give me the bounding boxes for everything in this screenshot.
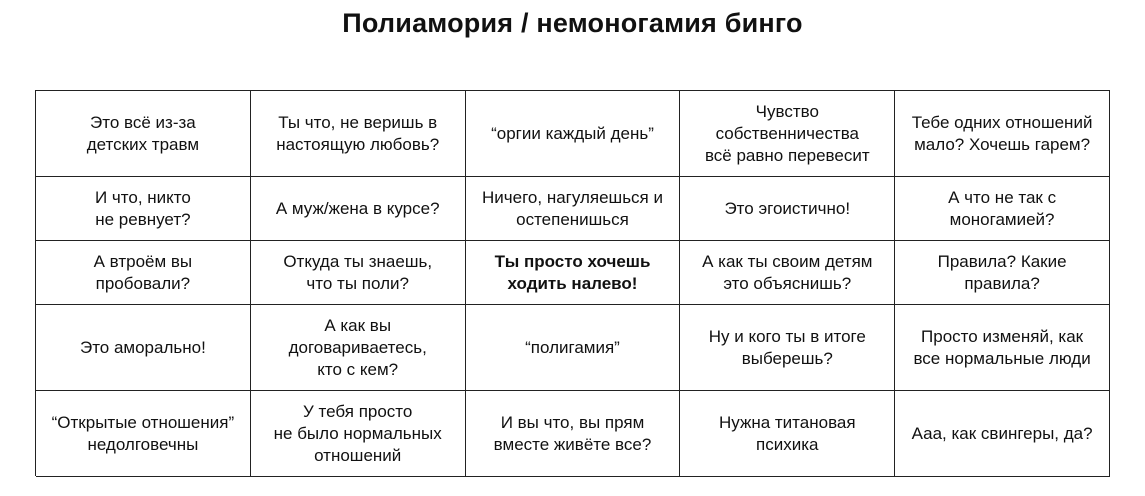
bingo-cell: Откуда ты знаешь, что ты поли? <box>251 241 466 305</box>
bingo-cell: Чувство собственничества всё равно перевесит <box>680 91 895 177</box>
bingo-cell: Ты что, не веришь в настоящую любовь? <box>251 91 466 177</box>
bingo-cell: Это всё из-за детских травм <box>36 91 251 177</box>
bingo-cell: Это эгоистично! <box>680 177 895 241</box>
bingo-cell: “оргии каждый день” <box>466 91 681 177</box>
bingo-center-cell: Ты просто хочешь ходить налево! <box>466 241 681 305</box>
bingo-grid <box>35 90 1110 476</box>
bingo-cell: Ну и кого ты в итоге выберешь? <box>680 305 895 391</box>
bingo-cell: И вы что, вы прям вместе живёте все? <box>466 391 681 477</box>
bingo-cell: “полигамия” <box>466 305 681 391</box>
bingo-cell: Ааа, как свингеры, да? <box>895 391 1110 477</box>
bingo-cell: “Открытые отношения” недолговечны <box>36 391 251 477</box>
bingo-cell: А как ты своим детям это объяснишь? <box>680 241 895 305</box>
bingo-cell: Тебе одних отношений мало? Хочешь гарем? <box>895 91 1110 177</box>
bingo-cell: Нужна титановая психика <box>680 391 895 477</box>
bingo-cell: Просто изменяй, как все нормальные люди <box>895 305 1110 391</box>
bingo-cell: Правила? Какие правила? <box>895 241 1110 305</box>
page-title: Полиамория / немоногамия бинго <box>342 8 803 38</box>
bingo-cell: А втроём вы пробовали? <box>36 241 251 305</box>
bingo-cell: А как вы договариваетесь, кто с кем? <box>251 305 466 391</box>
bingo-cell: Ничего, нагуляешься и остепенишься <box>466 177 681 241</box>
bingo-cell: А муж/жена в курсе? <box>251 177 466 241</box>
bingo-cell: И что, никто не ревнует? <box>36 177 251 241</box>
bingo-cell: А что не так с моногамией? <box>895 177 1110 241</box>
bingo-cell: У тебя просто не было нормальных отношений <box>251 391 466 477</box>
bingo-cell: Это аморально! <box>36 305 251 391</box>
